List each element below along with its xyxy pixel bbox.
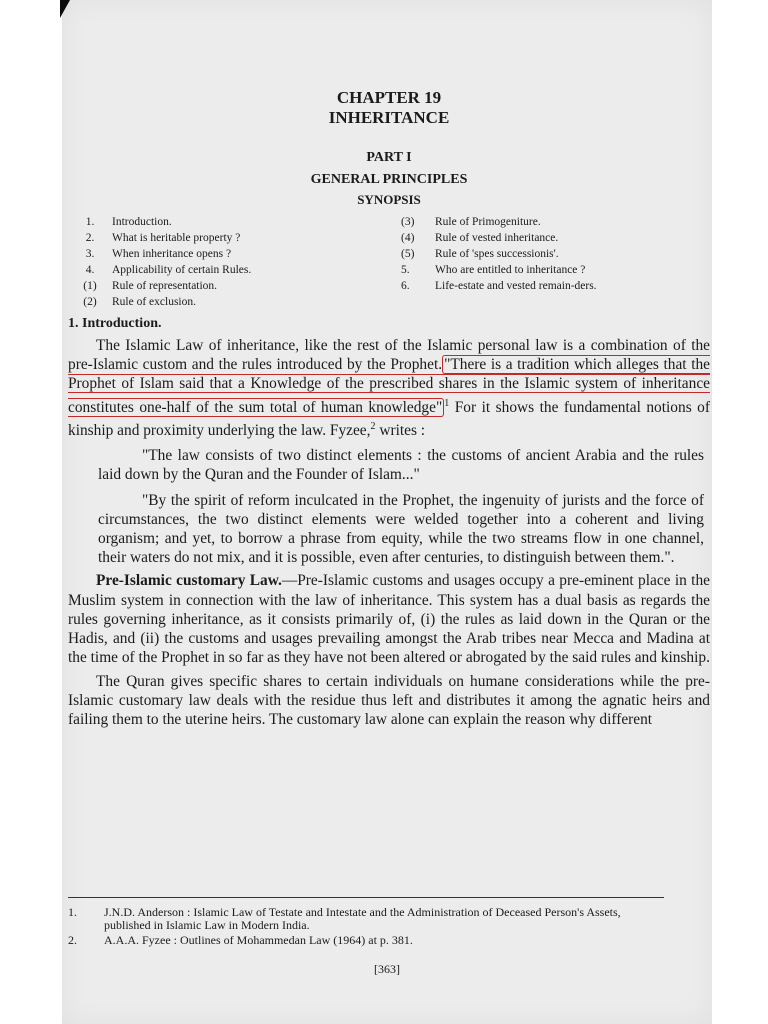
paragraph-introduction: [68, 336, 710, 440]
paragraph-quran-shares: The Quran gives specific shares to certain individuals on humane considerations while the pre-Islamic customary law deals with the residue thus left and distributes it among the agnatic heirs and failing them to the uterine heirs. The customary law alone can explain the reason why different: [68, 672, 710, 728]
footnote-item: [68, 934, 664, 947]
synopsis-num: 3.: [85, 248, 95, 260]
synopsis-item: [68, 214, 377, 230]
synopsis-text: Who are entitled to inheritance ?: [435, 264, 586, 276]
synopsis-text: When inheritance opens ?: [112, 248, 232, 260]
footnote-ref-2: 2: [370, 420, 376, 432]
synopsis-item: [68, 246, 377, 262]
section-heading: GENERAL PRINCIPLES: [310, 172, 468, 187]
page-number: [363]: [374, 962, 400, 976]
synopsis-num: (1): [83, 280, 97, 292]
footnotes: [68, 897, 664, 949]
synopsis-text: What is heritable property ?: [112, 232, 241, 244]
synopsis-num: 1.: [85, 216, 95, 228]
synopsis-list: [68, 214, 710, 310]
footnote-num: 2.: [68, 933, 77, 947]
synopsis-item: [68, 278, 377, 294]
para1-highlight-a: "There is a tradition which alleges that the Prophet of Islam said that a Knowledge of the prescribed shares in the Islamic system of inheritance constitutes one-half of the sum total of human: [68, 356, 710, 416]
synopsis-item: [401, 214, 710, 230]
synopsis-num: 4.: [85, 264, 95, 276]
chapter-number: CHAPTER 19: [336, 88, 442, 107]
footnote-text: J.N.D. Anderson : Islamic Law of Testate and Intestate and the Administration of Deceased Person's Assets, published in Islamic Law in Modern India.: [104, 905, 621, 932]
quote-2: "By the spirit of reform inculcated in the Prophet, the ingenuity of jurists and the force of circumstances, the two distinct elements were welded together into a coherent and living organism; and yet, to borrow a phrase from equity, while the two streams flow in one channel, their waters do not mix, and it is possible, even after centuries, to distinguish between them.".: [98, 491, 704, 567]
paragraph-pre-islamic: [68, 571, 710, 667]
synopsis-item: [401, 278, 710, 294]
synopsis-item: [401, 246, 710, 262]
synopsis-item: [401, 230, 710, 246]
footnote-num: 1.: [68, 905, 77, 919]
synopsis-text: Rule of exclusion.: [112, 296, 196, 308]
synopsis-item: [68, 230, 377, 246]
para1-text-b: For it shows the fundamental notions of kinship and proximity underlying the law. Fyzee,: [68, 398, 710, 440]
page-corner-shadow: [60, 0, 70, 18]
synopsis-num: (3): [401, 216, 415, 228]
synopsis-item: [401, 262, 710, 278]
synopsis-text: Life-estate and vested remain-ders.: [435, 280, 597, 292]
synopsis-num: 2.: [85, 232, 95, 244]
synopsis-num: (5): [401, 248, 415, 260]
part-heading: PART I: [366, 150, 412, 165]
synopsis-num: (4): [401, 232, 415, 244]
synopsis-num: (2): [83, 296, 97, 308]
synopsis-item: [68, 262, 377, 278]
book-page: [62, 0, 712, 1024]
synopsis-heading: SYNOPSIS: [357, 192, 421, 207]
quote-1: "The law consists of two distinct elements : the customs of ancient Arabia and the rules laid down by the Quran and the Founder of Islam...": [98, 447, 704, 484]
synopsis-right-column: [377, 214, 710, 310]
chapter-title: INHERITANCE: [328, 108, 450, 127]
synopsis-item: [68, 294, 377, 310]
footnote-text: A.A.A. Fyzee : Outlines of Mohammedan Law (1964) at p. 381.: [104, 933, 413, 947]
synopsis-text: Rule of representation.: [112, 280, 218, 292]
synopsis-left-column: [68, 214, 377, 310]
para1-text-a: The Islamic Law of inheritance, like the rest of the Islamic personal law is a combination of the pre-Islamic custom and the rules introduced by the Prophet.: [68, 337, 710, 374]
pre-islamic-heading: Pre-Islamic customary Law.: [96, 572, 282, 590]
synopsis-text: Rule of Primogeniture.: [435, 216, 541, 228]
introduction-heading: 1. Introduction.: [68, 316, 162, 331]
footnote-item: [68, 906, 664, 932]
para1-text-c: writes :: [375, 422, 426, 440]
synopsis-text: Rule of vested inheritance.: [435, 232, 559, 244]
footnote-ref-1: 1: [444, 397, 450, 409]
synopsis-text: Rule of 'spes successionis'.: [435, 248, 559, 260]
page-content: [68, 88, 710, 729]
synopsis-num: 6.: [401, 280, 410, 292]
synopsis-text: Introduction.: [112, 216, 172, 228]
para2-text: —Pre-Islamic customs and usages occupy a pre-eminent place in the Muslim system in connection with the law of inheritance. This system has a dual basis as regards the rules governing inheritance, as it consists primarily of, (i) the rules as laid down in the Quran or the Hadis, and (ii) the customs and usages prevailing amongst the Arab tribes near Mecca and Madina at the time of the Prophet in so far as they have not been altered or abrogated by the said rules and kinship.: [68, 572, 710, 667]
synopsis-num: 5.: [401, 264, 410, 276]
para1-highlight-b: knowledge": [368, 398, 443, 416]
synopsis-text: Applicability of certain Rules.: [112, 264, 252, 276]
